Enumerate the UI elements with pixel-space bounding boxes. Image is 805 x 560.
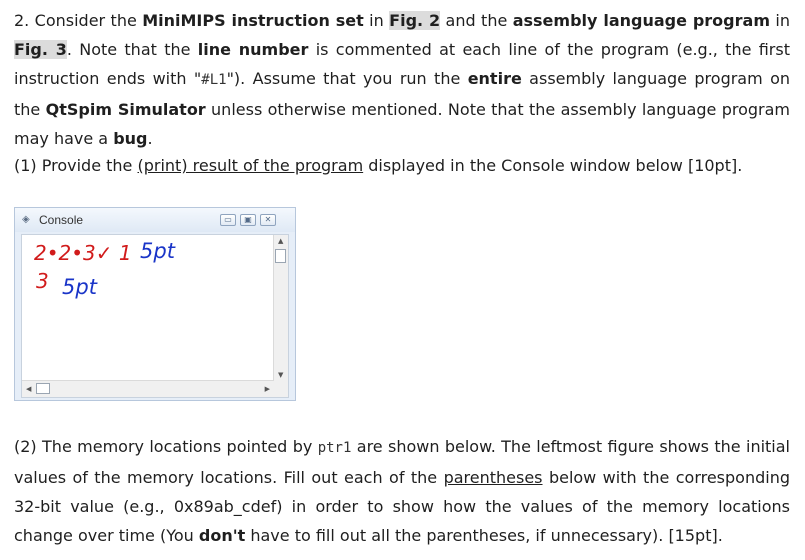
part-2-prompt: (2) The memory locations pointed by ptr1 are shown below. The leftmost figure shows the initial values of the memory locations. Fill out each of the parentheses below with the corresponding 32-bit value (e.g., 0x89ab_cdef) in order to show how the values of the memory locations change over time (You don't have to fill out all the parentheses, if unnecessary). [15pt]. <box>14 437 791 545</box>
console-icon: ◈ <box>22 214 30 225</box>
maximize-button[interactable]: ▣ <box>240 214 256 226</box>
scroll-right-arrow-icon[interactable]: ▶ <box>264 385 270 393</box>
handwritten-answer-line2: 3 <box>36 269 49 293</box>
resize-grip-icon[interactable] <box>274 381 288 397</box>
fig2-ref: Fig. 2 <box>389 11 441 30</box>
vertical-scrollbar[interactable] <box>273 235 288 381</box>
minimize-button[interactable]: ▭ <box>220 214 236 226</box>
handwritten-answer-line1: 2•2•3✓ 1 <box>34 241 132 265</box>
scroll-down-arrow-icon[interactable]: ▼ <box>278 371 284 379</box>
console-output <box>21 234 289 398</box>
console-title: Console <box>39 213 84 227</box>
scroll-up-arrow-icon[interactable]: ▲ <box>278 237 284 245</box>
vertical-scroll-thumb[interactable] <box>275 249 286 263</box>
scroll-left-arrow-icon[interactable]: ◀ <box>26 385 32 393</box>
console-titlebar <box>15 208 295 232</box>
handwritten-score-2: 5pt <box>62 275 97 299</box>
fig3-ref: Fig. 3 <box>14 40 67 59</box>
horizontal-scrollbar[interactable] <box>22 380 274 397</box>
close-button[interactable]: ✕ <box>260 214 276 226</box>
question-2-intro: 2. Consider the MiniMIPS instruction set in Fig. 2 and the assembly language program in Fig. 3. Note that the line number is commented at each line of the program (e.g., the first instruction ends with "#L1"). Assume that you run the entire assembly language program on the QtSpim Simulator unless otherwise mentioned. Note that the assembly language program may have a bug. <box>14 11 791 148</box>
horizontal-scroll-thumb[interactable] <box>36 383 50 394</box>
console-window <box>14 207 296 401</box>
handwritten-score-1: 5pt <box>140 239 175 263</box>
part-1-prompt: (1) Provide the (print) result of the program displayed in the Console window below [10pt]. <box>14 156 743 175</box>
